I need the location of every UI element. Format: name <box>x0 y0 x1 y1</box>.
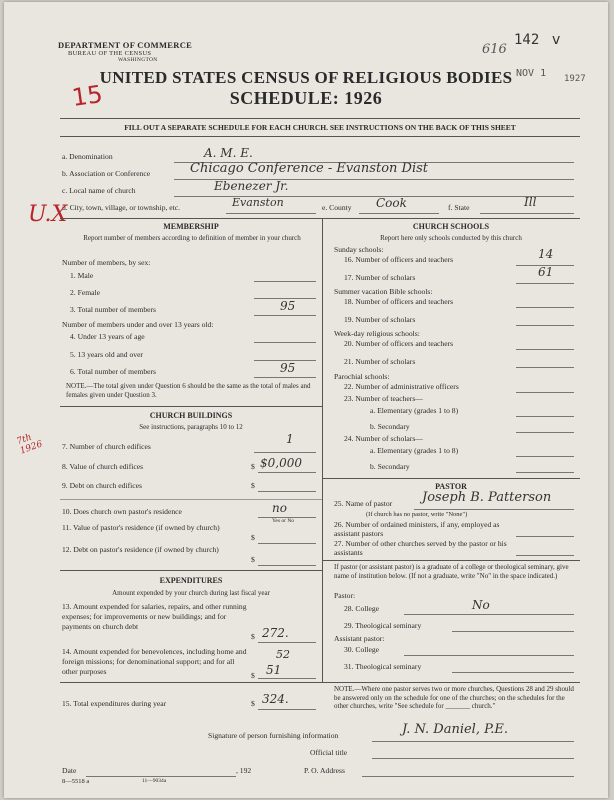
red-annotation-ux: U.X <box>28 202 68 227</box>
membership-heading: MEMBERSHIP <box>163 222 219 231</box>
department-name: DEPARTMENT OF COMMERCE <box>58 40 193 50</box>
q11-residence-value: 11. Value of pastor's residence (if owned by church) <box>62 523 220 532</box>
date-label: Date <box>62 766 77 775</box>
q26-assistant-ministers: 26. Number of ordained ministers, if any, employed as assistant pastors <box>334 520 500 538</box>
q10-value[interactable]: no <box>272 501 287 515</box>
conference-label: b. Association or Conference <box>62 169 151 178</box>
q8-edifice-value: 8. Value of church edifices <box>62 462 144 471</box>
q3-total-members: 3. Total number of members <box>70 305 157 314</box>
q24a-elementary: a. Elementary (grades 1 to 8) <box>370 446 459 455</box>
q4-under-13: 4. Under 13 years of age <box>70 332 145 341</box>
q1-male: 1. Male <box>70 271 94 280</box>
q12-residence-debt: 12. Debt on pastor's residence (if owned by church) <box>62 545 219 554</box>
schedule-title: SCHEDULE: 1926 <box>229 88 383 108</box>
city-label: d. City, town, village, or township, etc. <box>62 203 181 212</box>
form-title: UNITED STATES CENSUS OF RELIGIOUS BODIES <box>99 68 513 87</box>
county-value[interactable]: Cook <box>376 196 407 210</box>
church-name-value[interactable]: Ebenezer Jr. <box>214 179 289 193</box>
q29-seminary: 29. Theological seminary <box>344 621 422 630</box>
q10-hint: Yes or No <box>272 518 295 524</box>
church-name-label: c. Local name of church <box>62 186 136 195</box>
q25-pastor-name: 25. Name of pastor <box>334 499 393 508</box>
official-title-label: Official title <box>310 748 348 757</box>
census-schedule-sheet <box>4 2 608 798</box>
q17-sunday-scholars: 17. Number of scholars <box>344 273 416 282</box>
instruction-bar: FILL OUT A SEPARATE SCHEDULE FOR EACH CHURCH. SEE INSTRUCTIONS ON THE BACK OF THIS SHEET <box>60 118 580 137</box>
stamp-number: 616 <box>482 42 507 57</box>
parochial-schools: Parochial schools: <box>334 372 390 381</box>
q20-weekday-teachers: 20. Number of officers and teachers <box>344 339 454 348</box>
q16-value[interactable]: 14 <box>538 247 554 261</box>
form-number: 8—5518 a <box>62 778 90 785</box>
q23b-secondary: b. Secondary <box>370 422 410 431</box>
q14-extra: 52 <box>276 648 290 661</box>
buildings-sub: See instructions, paragraphs 10 to 12 <box>139 423 243 431</box>
q24-scholars: 24. Number of scholars— <box>344 434 423 443</box>
q24b-secondary: b. Secondary <box>370 462 410 471</box>
pastor-label: Pastor: <box>334 591 356 600</box>
summer-schools: Summer vacation Bible schools: <box>334 287 433 296</box>
conference-value[interactable]: Chicago Conference - Evanston Dist <box>190 161 429 176</box>
q16-sunday-teachers: 16. Number of officers and teachers <box>344 255 454 264</box>
q9-edifice-debt: 9. Debt on church edifices <box>62 481 142 490</box>
q5-13-and-over: 5. 13 years old and over <box>70 350 143 359</box>
expenditures-sub: Amount expended by your church during last fiscal year <box>112 589 270 597</box>
dollar-sign: $ <box>251 632 255 641</box>
po-address-label: P. O. Address <box>304 766 345 775</box>
q14-benevolences: 14. Amount expended for benevolences, including home and foreign missions; for denominational support; and for all other purposes <box>62 647 247 676</box>
dollar-sign: $ <box>251 555 255 564</box>
expenditures-heading: EXPENDITURES <box>159 576 223 585</box>
state-value[interactable]: Ill <box>524 195 537 209</box>
denomination-label: a. Denomination <box>62 152 113 161</box>
membership-intro: Report number of members according to definition of member in your church <box>83 234 301 242</box>
q2-female: 2. Female <box>70 288 100 297</box>
red-annotation-15: 15 <box>70 80 105 112</box>
stamp-date: NOV 1 <box>516 68 547 79</box>
assistant-pastor-label: Assistant pastor: <box>334 634 385 643</box>
stamp-number-2: 142 <box>514 32 540 48</box>
q3-value[interactable]: 95 <box>280 299 296 313</box>
dollar-sign: $ <box>251 699 255 708</box>
state-label: f. State <box>448 203 470 212</box>
stamp-year: 1927 <box>564 74 586 84</box>
department-heading <box>58 40 192 63</box>
q10-pastor-residence: 10. Does church own pastor's residence <box>62 507 182 516</box>
q30-college: 30. College <box>344 645 380 654</box>
bureau-name: BUREAU OF THE CENSUS <box>68 50 152 57</box>
q31-seminary: 31. Theological seminary <box>344 662 422 671</box>
q22-admin-officers: 22. Number of administrative officers <box>344 382 459 391</box>
members-by-sex: Number of members, by sex: <box>62 258 151 267</box>
signature-label: Signature of person furnishing information <box>208 731 339 740</box>
q27-other-churches: 27. Number of other churches served by the pastor or his assistants <box>334 539 507 557</box>
city-name: WASHINGTON <box>118 57 158 63</box>
age-intro: Number of members under and over 13 years old: <box>62 320 214 329</box>
q28-value[interactable]: No <box>472 598 490 612</box>
q28-college: 28. College <box>344 604 380 613</box>
q23-teachers: 23. Number of teachers— <box>344 394 423 403</box>
q13-value[interactable]: 272. <box>262 626 289 640</box>
college-note: If pastor (or assistant pastor) is a graduate of a college or theological seminary, give name of institution below. (If not a graduate, write "No" in the space indicated.) <box>334 563 569 580</box>
q21-weekday-scholars: 21. Number of scholars <box>344 357 416 366</box>
signature-value[interactable]: J. N. Daniel, P.E. <box>402 722 508 737</box>
q25-value[interactable]: Joseph B. Patterson <box>422 490 552 505</box>
city-value[interactable]: Evanston <box>232 196 284 209</box>
pastor-heading: PASTOR <box>435 482 467 491</box>
dollar-sign: $ <box>251 462 255 471</box>
q25-hint: (If church has no pastor, write "None") <box>366 511 468 518</box>
membership-note: NOTE.—The total given under Question 6 should be the same as the total of males and females given under Question 3. <box>66 382 311 399</box>
pastor-note: NOTE.—Where one pastor serves two or more churches, Questions 28 and 29 should be answered only on the schedule for one of the churches; on the schedules for the other churches, write "See schedule for _______ church." <box>334 685 574 710</box>
q7-edifices: 7. Number of church edifices <box>62 442 151 451</box>
q7-value[interactable]: 1 <box>286 432 294 446</box>
q17-value[interactable]: 61 <box>538 265 554 279</box>
county-label: e. County <box>322 203 352 212</box>
q15-total-expenditures: 15. Total expenditures during year <box>62 699 167 708</box>
q23a-elementary: a. Elementary (grades 1 to 8) <box>370 406 459 415</box>
buildings-heading: CHURCH BUILDINGS <box>149 411 233 420</box>
schools-sub: Report here only schools conducted by this church <box>380 234 522 242</box>
date-year: , 192 <box>236 766 252 775</box>
q6-total-members: 6. Total number of members <box>70 367 157 376</box>
margin-note: 7th 1926 <box>15 432 44 457</box>
q6-value[interactable]: 95 <box>280 361 296 375</box>
denomination-value[interactable]: A. M. E. <box>204 146 253 160</box>
dollar-sign: $ <box>251 533 255 542</box>
q15-value[interactable]: 324. <box>262 692 289 706</box>
q18-summer-teachers: 18. Number of officers and teachers <box>344 297 454 306</box>
check-mark: v <box>552 32 561 48</box>
print-code: 11—9034a <box>142 778 167 784</box>
weekday-schools: Week-day religious schools: <box>334 329 420 338</box>
schools-heading: CHURCH SCHOOLS <box>412 222 490 231</box>
q14-value[interactable]: 51 <box>266 663 282 677</box>
sunday-schools: Sunday schools: <box>334 245 384 254</box>
q8-value[interactable]: $0,000 <box>260 456 302 470</box>
q19-summer-scholars: 19. Number of scholars <box>344 315 416 324</box>
dollar-sign: $ <box>251 481 255 490</box>
dollar-sign: $ <box>251 671 255 680</box>
q13-running-expenses: 13. Amount expended for salaries, repairs, and other running expenses; for improvements or new buildings; and for payments on church debt <box>62 602 247 631</box>
